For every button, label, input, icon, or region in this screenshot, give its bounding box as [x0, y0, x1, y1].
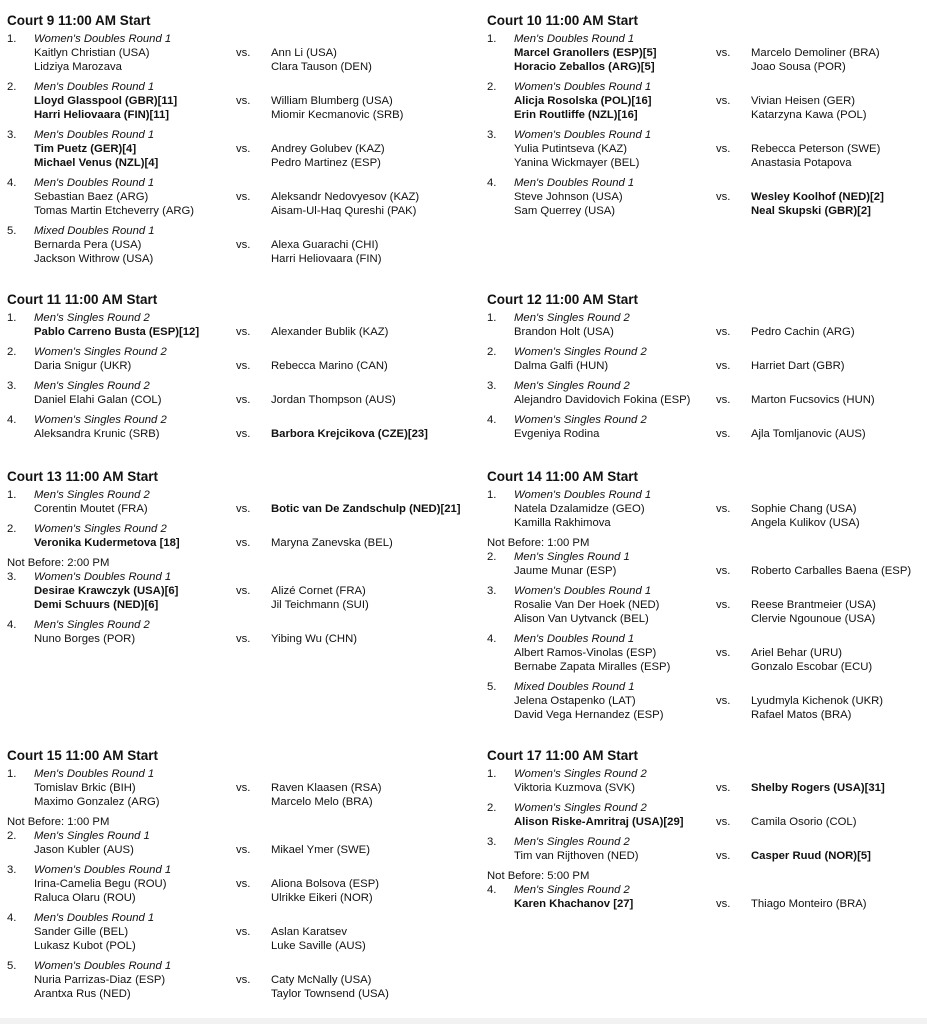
- court-block: [487, 287, 927, 447]
- player-left-1: Jelena Ostapenko (LAT): [514, 695, 636, 707]
- match-row: [7, 767, 452, 815]
- player-right-1: Harriet Dart (GBR): [751, 360, 845, 372]
- versus-label: vs.: [236, 974, 251, 986]
- match-event: Men's Singles Round 2: [34, 619, 150, 631]
- match-row: [7, 863, 452, 911]
- court-block: [7, 743, 452, 1007]
- player-left-2: Michael Venus (NZL)[4]: [34, 157, 159, 169]
- player-left-1: Daria Snigur (UKR): [34, 360, 132, 372]
- match-number: 3.: [7, 571, 17, 583]
- player-right-1: Lyudmyla Kichenok (UKR): [751, 695, 884, 707]
- player-left-1: Karen Khachanov [27]: [514, 898, 634, 910]
- match-number: 4.: [487, 633, 497, 645]
- match-row: [7, 959, 452, 1007]
- match-number: 2.: [487, 551, 497, 563]
- versus-label: vs.: [716, 428, 731, 440]
- player-left-2: Demi Schuurs (NED)[6]: [34, 599, 159, 611]
- player-right-2: Anastasia Potapova: [751, 157, 852, 169]
- match-event: Mixed Doubles Round 1: [34, 225, 155, 237]
- versus-label: vs.: [716, 95, 731, 107]
- match-event: Women's Doubles Round 1: [34, 33, 172, 45]
- court-block: [487, 464, 927, 728]
- match-number: 2.: [7, 523, 17, 535]
- match-row: [7, 829, 452, 863]
- match-row: [487, 379, 927, 413]
- versus-label: vs.: [236, 239, 251, 251]
- player-left-1: Rosalie Van Der Hoek (NED): [514, 599, 660, 611]
- player-right-2: Taylor Townsend (USA): [271, 988, 389, 1000]
- not-before-note: Not Before: 1:00 PM: [487, 537, 590, 549]
- match-row: [487, 801, 927, 835]
- match-event: Men's Singles Round 2: [514, 884, 630, 896]
- match-event: Men's Singles Round 1: [514, 551, 630, 563]
- player-left-1: Brandon Holt (USA): [514, 326, 614, 338]
- player-right-1: Vivian Heisen (GER): [751, 95, 856, 107]
- match-number: 2.: [7, 830, 17, 842]
- versus-label: vs.: [716, 898, 731, 910]
- player-left-1: Kaitlyn Christian (USA): [34, 47, 150, 59]
- match-number: 3.: [7, 864, 17, 876]
- match-row: [487, 883, 927, 917]
- player-left-2: Jackson Withrow (USA): [34, 253, 154, 265]
- player-right-1: Roberto Carballes Baena (ESP): [751, 565, 912, 577]
- player-right-2: Aisam-Ul-Haq Qureshi (PAK): [271, 205, 417, 217]
- match-event: Men's Singles Round 2: [34, 312, 150, 324]
- match-number: 1.: [487, 312, 497, 324]
- versus-label: vs.: [236, 95, 251, 107]
- player-left-2: Sam Querrey (USA): [514, 205, 616, 217]
- player-right-1: Marton Fucsovics (HUN): [751, 394, 875, 406]
- player-right-1: Camila Osorio (COL): [751, 816, 857, 828]
- match-row: [487, 680, 927, 728]
- match-number: 3.: [7, 129, 17, 141]
- versus-label: vs.: [716, 782, 731, 794]
- match-event: Women's Doubles Round 1: [514, 489, 652, 501]
- versus-label: vs.: [236, 585, 251, 597]
- court-block: [7, 8, 452, 272]
- match-event: Men's Doubles Round 1: [34, 129, 155, 141]
- court-title: Court 10 11:00 AM Start: [487, 13, 639, 28]
- versus-label: vs.: [236, 47, 251, 59]
- player-left-1: Nuno Borges (POR): [34, 633, 136, 645]
- player-left-2: Lukasz Kubot (POL): [34, 940, 136, 952]
- player-left-1: Steve Johnson (USA): [514, 191, 623, 203]
- match-number: 1.: [7, 768, 17, 780]
- player-left-1: Tomislav Brkic (BIH): [34, 782, 136, 794]
- match-row: [487, 80, 927, 128]
- player-left-1: Tim Puetz (GER)[4]: [34, 143, 137, 155]
- match-number: 1.: [487, 33, 497, 45]
- player-left-1: Jaume Munar (ESP): [514, 565, 617, 577]
- player-right-2: Joao Sousa (POR): [751, 61, 846, 73]
- player-left-1: Daniel Elahi Galan (COL): [34, 394, 162, 406]
- player-right-1: Rebecca Peterson (SWE): [751, 143, 881, 155]
- match-event: Men's Doubles Round 1: [34, 912, 155, 924]
- player-right-1: Alizé Cornet (FRA): [271, 585, 366, 597]
- player-right-1: Botic van De Zandschulp (NED)[21]: [271, 503, 461, 515]
- versus-label: vs.: [236, 360, 251, 372]
- not-before-note: Not Before: 1:00 PM: [7, 816, 110, 828]
- player-right-2: Neal Skupski (GBR)[2]: [751, 205, 871, 217]
- court-title: Court 14 11:00 AM Start: [487, 469, 639, 484]
- match-number: 4.: [7, 912, 17, 924]
- match-row: [487, 128, 927, 176]
- match-event: Mixed Doubles Round 1: [514, 681, 635, 693]
- player-left-2: Harri Heliovaara (FIN)[11]: [34, 109, 169, 121]
- player-left-1: Sander Gille (BEL): [34, 926, 129, 938]
- match-row: [487, 32, 927, 80]
- player-right-1: Ajla Tomljanovic (AUS): [751, 428, 866, 440]
- match-event: Women's Singles Round 2: [34, 523, 167, 535]
- player-right-2: Miomir Kecmanovic (SRB): [271, 109, 404, 121]
- match-row: [7, 32, 452, 80]
- player-left-1: Natela Dzalamidze (GEO): [514, 503, 645, 515]
- match-number: 1.: [487, 768, 497, 780]
- court-block: [487, 8, 927, 224]
- player-right-1: Andrey Golubev (KAZ): [271, 143, 385, 155]
- player-right-2: Gonzalo Escobar (ECU): [751, 661, 873, 673]
- player-right-1: Aliona Bolsova (ESP): [271, 878, 379, 890]
- match-number: 4.: [487, 177, 497, 189]
- match-row: [7, 224, 452, 272]
- player-left-2: Lidziya Marozava: [34, 61, 122, 73]
- versus-label: vs.: [716, 599, 731, 611]
- match-row: [7, 911, 452, 959]
- match-event: Men's Singles Round 2: [34, 380, 150, 392]
- match-row: [7, 618, 452, 652]
- match-number: 3.: [487, 380, 497, 392]
- match-event: Men's Singles Round 2: [514, 380, 630, 392]
- versus-label: vs.: [716, 647, 731, 659]
- match-event: Women's Singles Round 2: [34, 414, 167, 426]
- match-event: Women's Singles Round 2: [514, 768, 647, 780]
- match-event: Men's Doubles Round 1: [34, 81, 155, 93]
- match-number: 4.: [487, 884, 497, 896]
- player-right-2: Clervie Ngounoue (USA): [751, 613, 876, 625]
- match-event: Men's Doubles Round 1: [514, 633, 635, 645]
- versus-label: vs.: [236, 537, 251, 549]
- match-number: 3.: [487, 836, 497, 848]
- match-number: 4.: [7, 177, 17, 189]
- match-event: Men's Singles Round 2: [34, 489, 150, 501]
- player-left-1: Jason Kubler (AUS): [34, 844, 134, 856]
- match-event: Men's Doubles Round 1: [34, 768, 155, 780]
- match-event: Men's Singles Round 2: [514, 836, 630, 848]
- match-event: Men's Singles Round 2: [514, 312, 630, 324]
- versus-label: vs.: [236, 394, 251, 406]
- match-event: Women's Doubles Round 1: [514, 585, 652, 597]
- court-title: Court 11 11:00 AM Start: [7, 292, 158, 307]
- player-left-1: Bernarda Pera (USA): [34, 239, 142, 251]
- court-title: Court 13 11:00 AM Start: [7, 469, 159, 484]
- match-row: [487, 311, 927, 345]
- match-row: [487, 413, 927, 447]
- match-row: [487, 632, 927, 680]
- player-left-1: Tim van Rijthoven (NED): [514, 850, 639, 862]
- player-right-1: Shelby Rogers (USA)[31]: [751, 782, 885, 794]
- player-left-1: Corentin Moutet (FRA): [34, 503, 148, 515]
- match-number: 2.: [487, 802, 497, 814]
- player-left-2: Erin Routliffe (NZL)[16]: [514, 109, 638, 121]
- match-number: 3.: [487, 129, 497, 141]
- player-right-1: Ariel Behar (URU): [751, 647, 843, 659]
- player-right-1: Alexa Guarachi (CHI): [271, 239, 379, 251]
- player-left-1: Albert Ramos-Vinolas (ESP): [514, 647, 657, 659]
- versus-label: vs.: [716, 191, 731, 203]
- player-left-1: Alicja Rosolska (POL)[16]: [514, 95, 652, 107]
- page-bottom-edge: [0, 1018, 927, 1024]
- match-number: 3.: [7, 380, 17, 392]
- player-right-1: Yibing Wu (CHN): [271, 633, 358, 645]
- versus-label: vs.: [716, 47, 731, 59]
- match-number: 1.: [7, 489, 17, 501]
- player-right-2: Ulrikke Eikeri (NOR): [271, 892, 373, 904]
- versus-label: vs.: [716, 360, 731, 372]
- match-event: Women's Doubles Round 1: [514, 129, 652, 141]
- player-left-2: Kamilla Rakhimova: [514, 517, 611, 529]
- match-row: [487, 345, 927, 379]
- match-number: 3.: [487, 585, 497, 597]
- versus-label: vs.: [716, 850, 731, 862]
- court-title: Court 17 11:00 AM Start: [487, 748, 639, 763]
- player-left-1: Alejandro Davidovich Fokina (ESP): [514, 394, 691, 406]
- versus-label: vs.: [716, 565, 731, 577]
- player-left-1: Aleksandra Krunic (SRB): [34, 428, 160, 440]
- match-event: Men's Doubles Round 1: [514, 33, 635, 45]
- match-row: [487, 550, 927, 584]
- player-right-1: Sophie Chang (USA): [751, 503, 857, 515]
- court-block: [487, 743, 927, 917]
- player-left-1: Alison Riske-Amritraj (USA)[29]: [514, 816, 684, 828]
- match-row: [7, 176, 452, 224]
- player-left-2: Bernabe Zapata Miralles (ESP): [514, 661, 671, 673]
- match-row: [7, 311, 452, 345]
- match-number: 2.: [7, 346, 17, 358]
- not-before-note: Not Before: 2:00 PM: [7, 557, 110, 569]
- versus-label: vs.: [716, 503, 731, 515]
- court-block: [7, 287, 452, 447]
- player-right-1: Pedro Cachin (ARG): [751, 326, 855, 338]
- player-right-2: Katarzyna Kawa (POL): [751, 109, 867, 121]
- player-right-1: William Blumberg (USA): [271, 95, 393, 107]
- match-number: 5.: [487, 681, 497, 693]
- match-number: 5.: [7, 960, 17, 972]
- player-left-2: David Vega Hernandez (ESP): [514, 709, 664, 721]
- player-left-2: Tomas Martin Etcheverry (ARG): [34, 205, 195, 217]
- player-right-2: Luke Saville (AUS): [271, 940, 366, 952]
- player-left-1: Yulia Putintseva (KAZ): [514, 143, 628, 155]
- match-row: [7, 80, 452, 128]
- player-right-1: Maryna Zanevska (BEL): [271, 537, 393, 549]
- match-row: [487, 835, 927, 869]
- match-event: Women's Doubles Round 1: [34, 864, 172, 876]
- player-right-1: Aslan Karatsev: [271, 926, 347, 938]
- match-event: Men's Doubles Round 1: [34, 177, 155, 189]
- match-row: [7, 488, 461, 522]
- player-right-1: Ann Li (USA): [271, 47, 337, 59]
- player-right-2: Pedro Martinez (ESP): [271, 157, 381, 169]
- player-left-1: Desirae Krawczyk (USA)[6]: [34, 585, 179, 597]
- match-number: 1.: [487, 489, 497, 501]
- court-title: Court 15 11:00 AM Start: [7, 748, 159, 763]
- match-event: Women's Doubles Round 1: [34, 571, 172, 583]
- match-row: [7, 522, 452, 556]
- player-right-2: Clara Tauson (DEN): [271, 61, 372, 73]
- versus-label: vs.: [716, 326, 731, 338]
- match-row: [7, 570, 452, 618]
- player-left-2: Arantxa Rus (NED): [34, 988, 131, 1000]
- match-number: 1.: [7, 33, 17, 45]
- player-right-1: Aleksandr Nedovyesov (KAZ): [271, 191, 420, 203]
- player-left-1: Viktoria Kuzmova (SVK): [514, 782, 635, 794]
- versus-label: vs.: [716, 695, 731, 707]
- match-event: Men's Singles Round 1: [34, 830, 150, 842]
- player-right-2: Harri Heliovaara (FIN): [271, 253, 382, 265]
- match-row: [487, 176, 927, 224]
- player-right-1: Raven Klaasen (RSA): [271, 782, 382, 794]
- match-row: [487, 584, 927, 632]
- player-left-2: Yanina Wickmayer (BEL): [514, 157, 640, 169]
- match-event: Women's Doubles Round 1: [34, 960, 172, 972]
- player-right-2: Jil Teichmann (SUI): [271, 599, 369, 611]
- match-number: 2.: [487, 81, 497, 93]
- match-number: 5.: [7, 225, 17, 237]
- match-event: Men's Doubles Round 1: [514, 177, 635, 189]
- player-left-1: Lloyd Glasspool (GBR)[11]: [34, 95, 178, 107]
- versus-label: vs.: [716, 394, 731, 406]
- versus-label: vs.: [236, 428, 251, 440]
- versus-label: vs.: [236, 326, 251, 338]
- player-right-2: Marcelo Melo (BRA): [271, 796, 373, 808]
- player-right-1: Wesley Koolhof (NED)[2]: [751, 191, 884, 203]
- versus-label: vs.: [236, 878, 251, 890]
- player-left-1: Sebastian Baez (ARG): [34, 191, 149, 203]
- versus-label: vs.: [716, 143, 731, 155]
- match-number: 4.: [7, 619, 17, 631]
- match-event: Women's Singles Round 2: [514, 802, 647, 814]
- player-right-2: Rafael Matos (BRA): [751, 709, 852, 721]
- versus-label: vs.: [236, 503, 251, 515]
- match-number: 1.: [7, 312, 17, 324]
- player-left-1: Evgeniya Rodina: [514, 428, 600, 440]
- match-event: Women's Singles Round 2: [34, 346, 167, 358]
- player-right-1: Caty McNally (USA): [271, 974, 372, 986]
- court-block: [7, 464, 461, 652]
- court-title: Court 12 11:00 AM Start: [487, 292, 639, 307]
- player-right-1: Marcelo Demoliner (BRA): [751, 47, 880, 59]
- match-row: [7, 413, 452, 447]
- player-left-2: Horacio Zeballos (ARG)[5]: [514, 61, 655, 73]
- player-left-1: Nuria Parrizas-Diaz (ESP): [34, 974, 166, 986]
- player-left-1: Veronika Kudermetova [18]: [34, 537, 180, 549]
- player-right-2: Angela Kulikov (USA): [751, 517, 860, 529]
- versus-label: vs.: [236, 926, 251, 938]
- versus-label: vs.: [236, 782, 251, 794]
- match-row: [487, 488, 927, 536]
- match-number: 4.: [487, 414, 497, 426]
- player-left-2: Raluca Olaru (ROU): [34, 892, 136, 904]
- versus-label: vs.: [236, 633, 251, 645]
- player-right-1: Reese Brantmeier (USA): [751, 599, 876, 611]
- match-number: 2.: [7, 81, 17, 93]
- match-event: Women's Doubles Round 1: [514, 81, 652, 93]
- match-row: [7, 345, 452, 379]
- player-left-1: Dalma Galfi (HUN): [514, 360, 609, 372]
- not-before-note: Not Before: 5:00 PM: [487, 870, 590, 882]
- player-right-1: Alexander Bublik (KAZ): [271, 326, 389, 338]
- player-left-2: Alison Van Uytvanck (BEL): [514, 613, 649, 625]
- player-left-1: Pablo Carreno Busta (ESP)[12]: [34, 326, 200, 338]
- versus-label: vs.: [236, 143, 251, 155]
- player-right-1: Barbora Krejcikova (CZE)[23]: [271, 428, 428, 440]
- court-title: Court 9 11:00 AM Start: [7, 13, 151, 28]
- player-left-1: Irina-Camelia Begu (ROU): [34, 878, 167, 890]
- match-row: [7, 128, 452, 176]
- match-event: Women's Singles Round 2: [514, 346, 647, 358]
- player-right-1: Mikael Ymer (SWE): [271, 844, 370, 856]
- player-right-1: Thiago Monteiro (BRA): [751, 898, 867, 910]
- player-left-2: Maximo Gonzalez (ARG): [34, 796, 160, 808]
- versus-label: vs.: [236, 191, 251, 203]
- match-row: [487, 767, 927, 801]
- player-left-1: Marcel Granollers (ESP)[5]: [514, 47, 657, 59]
- match-event: Women's Singles Round 2: [514, 414, 647, 426]
- match-row: [7, 379, 452, 413]
- player-right-1: Rebecca Marino (CAN): [271, 360, 388, 372]
- match-number: 2.: [487, 346, 497, 358]
- match-number: 4.: [7, 414, 17, 426]
- player-right-1: Jordan Thompson (AUS): [271, 394, 396, 406]
- player-right-1: Casper Ruud (NOR)[5]: [751, 850, 871, 862]
- versus-label: vs.: [716, 816, 731, 828]
- versus-label: vs.: [236, 844, 251, 856]
